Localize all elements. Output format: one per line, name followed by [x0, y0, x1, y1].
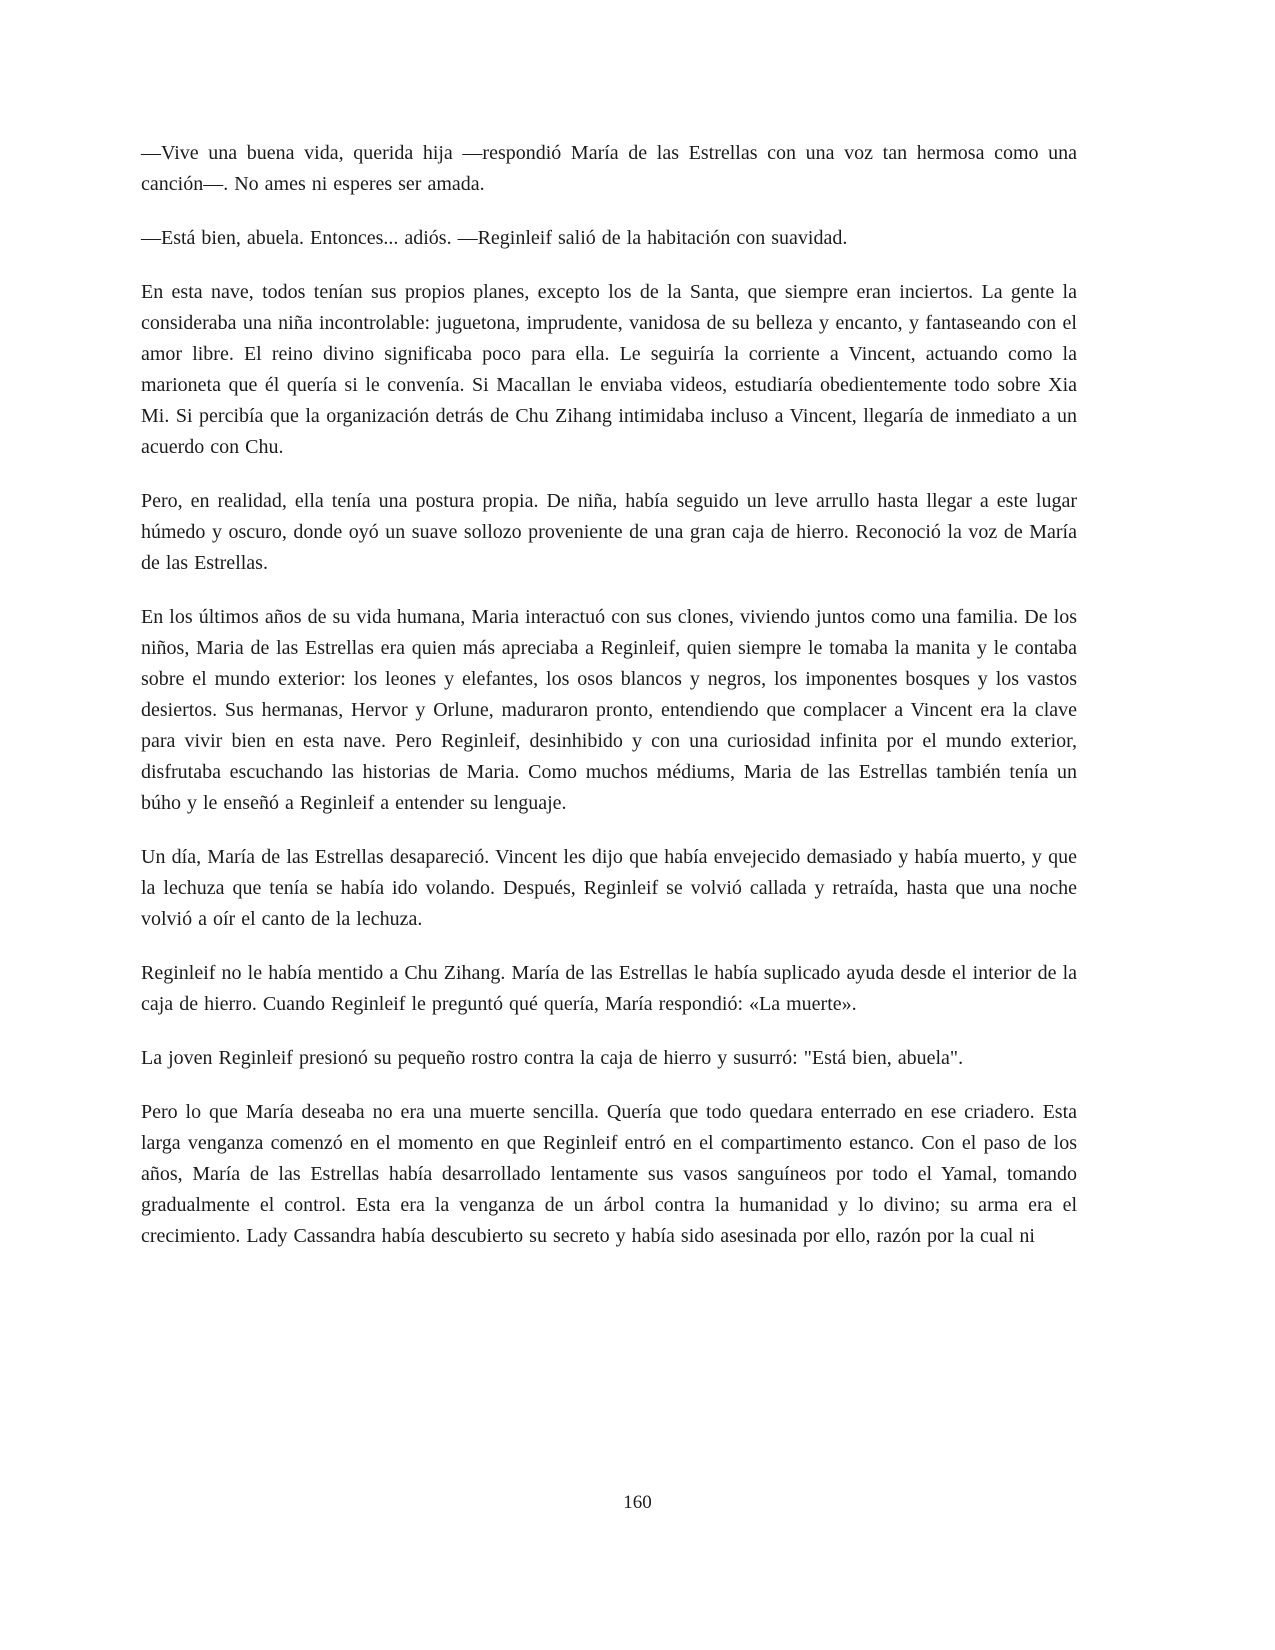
paragraph: La joven Reginleif presionó su pequeño rostro contra la caja de hierro y susurró: "Está bien, abuela". [141, 1047, 964, 1069]
page-content [141, 138, 1077, 1275]
paragraph: Un día, María de las Estrellas desapareció. Vincent les dijo que había envejecido demasiado y había muerto, y que la lechuza que tenía se había ido volando. Después, Reginleif se volvió callada y retraída, hasta que una noche volvió a oír el canto de la lechuza. [141, 846, 1077, 930]
paragraph: En esta nave, todos tenían sus propios planes, excepto los de la Santa, que siempre eran inciertos. La gente la consideraba una niña incontrolable: juguetona, imprudente, vanidosa de su belleza y encanto, y fantaseando con el amor libre. El reino divino significaba poco para ella. Le seguiría la corriente a Vincent, actuando como la marioneta que él quería si le convenía. Si Macallan le enviaba videos, estudiaría obedientemente todo sobre Xia Mi. Si percibía que la organización detrás de Chu Zihang intimidaba incluso a Vincent, llegaría de inmediato a un acuerdo con Chu. [141, 281, 1077, 458]
paragraph: Reginleif no le había mentido a Chu Zihang. María de las Estrellas le había suplicado ayuda desde el interior de la caja de hierro. Cuando Reginleif le preguntó qué quería, María respondió: «La muerte». [141, 962, 1077, 1015]
page-number: 160 [623, 1492, 652, 1513]
paragraph: —Está bien, abuela. Entonces... adiós. —Reginleif salió de la habitación con suavidad. [141, 227, 848, 249]
paragraph: —Vive una buena vida, querida hija —respondió María de las Estrellas con una voz tan hermosa como una canción—. No ames ni esperes ser amada. [141, 142, 1077, 195]
paragraph: Pero, en realidad, ella tenía una postura propia. De niña, había seguido un leve arrullo hasta llegar a este lugar húmedo y oscuro, donde oyó un suave sollozo proveniente de una gran caja de hierro. Reconoció la voz de María de las Estrellas. [141, 490, 1077, 574]
paragraph: En los últimos años de su vida humana, Maria interactuó con sus clones, viviendo juntos como una familia. De los niños, Maria de las Estrellas era quien más apreciaba a Reginleif, quien siempre le tomaba la manita y le contaba sobre el mundo exterior: los leones y elefantes, los osos blancos y negros, los imponentes bosques y los vastos desiertos. Sus hermanas, Hervor y Orlune, maduraron pronto, entendiendo que complacer a Vincent era la clave para vivir bien en esta nave. Pero Reginleif, desinhibido y con una curiosidad infinita por el mundo exterior, disfrutaba escuchando las historias de Maria. Como muchos médiums, Maria de las Estrellas también tenía un búho y le enseñó a Reginleif a entender su lenguaje. [141, 606, 1077, 814]
paragraph: Pero lo que María deseaba no era una muerte sencilla. Quería que todo quedara enterrado en ese criadero. Esta larga venganza comenzó en el momento en que Reginleif entró en el compartimento estanco. Con el paso de los años, María de las Estrellas había desarrollado lentamente sus vasos sanguíneos por todo el Yamal, tomando gradualmente el control. Esta era la venganza de un árbol contra la humanidad y lo divino; su arma era el crecimiento. Lady Cassandra había descubierto su secreto y había sido asesinada por ello, razón por la cual ni [141, 1101, 1077, 1247]
